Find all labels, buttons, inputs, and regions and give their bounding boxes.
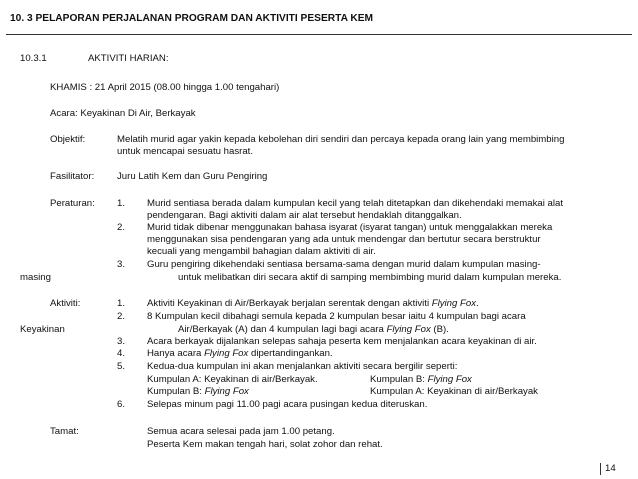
rule-text: untuk melibatkan diri secara aktif di samping membimbing murid dalam kumpulan mereka. xyxy=(178,272,562,283)
end-text-1: Semua acara selesai pada jam 1.00 petang. xyxy=(147,426,335,437)
rules-label: Peraturan: xyxy=(50,198,95,209)
activity-text: Kedua-dua kumpulan ini akan menjalankan aktiviti secara bergilir seperti: xyxy=(147,361,458,372)
rule-text: Guru pengiring dikehendaki sentiasa bersama-sama dengan murid dalam kumpulan masing- xyxy=(147,259,541,270)
rule-number: 1. xyxy=(117,198,126,209)
activity-text: Acara berkayak dijalankan selepas sahaja peserta kem menjalankan acara keyakinan di air. xyxy=(147,336,537,347)
objective-text-2: untuk mencapai sesuatu hasrat. xyxy=(117,146,253,157)
page-number: 14 xyxy=(605,463,616,474)
rule-text: menggunakan sisa pendengaran yang ada untuk mendengar dan bertutur secara berstruktur xyxy=(147,234,541,245)
subsection-number: 10.3.1 xyxy=(20,53,47,64)
facilitator-text: Juru Latih Kem dan Guru Pengiring xyxy=(117,171,268,182)
end-label: Tamat: xyxy=(50,426,79,437)
rule-number: 2. xyxy=(117,222,126,233)
end-text-2: Peserta Kem makan tengah hari, solat zohor dan rehat. xyxy=(147,439,383,450)
objective-text-1: Melatih murid agar yakin kepada kebolehan diri sendiri dan percaya kepada orang lain yang membimbing xyxy=(117,134,565,145)
rotation-cell: Kumpulan A: Keyakinan di air/Berkayak xyxy=(370,386,538,397)
activity-number: 5. xyxy=(117,361,126,372)
activity-text-wrap: Keyakinan xyxy=(20,324,65,335)
activities-label: Aktiviti: xyxy=(50,298,81,309)
activity-text: Hanya acara Flying Fox dipertandingankan. xyxy=(147,348,333,359)
subsection-title: AKTIVITI HARIAN: xyxy=(88,53,169,64)
activity-number: 3. xyxy=(117,336,126,347)
activity-number: 2. xyxy=(117,311,126,322)
rule-text: kecuali yang mengambil bahagian dalam aktiviti di air. xyxy=(147,246,376,257)
rotation-cell: Kumpulan B: Flying Fox xyxy=(147,386,249,397)
rotation-cell: Kumpulan B: Flying Fox xyxy=(370,374,472,385)
activity-text: Aktiviti Keyakinan di Air/Berkayak berjalan serentak dengan aktiviti Flying Fox. xyxy=(147,298,479,309)
rule-text-wrap: masing xyxy=(20,272,51,283)
rule-text: Murid sentiasa berada dalam kumpulan kecil yang telah ditetapkan dan dikehendaki memakai alat xyxy=(147,198,563,209)
heading-divider xyxy=(6,34,632,35)
page-number-bar xyxy=(600,463,601,475)
activity-number: 1. xyxy=(117,298,126,309)
activity-text: Air/Berkayak (A) dan 4 kumpulan lagi bagi acara Flying Fox (B). xyxy=(178,324,449,335)
rule-text: pendengaran. Bagi aktiviti dalam air alat tersebut hendaklah ditanggalkan. xyxy=(147,210,462,221)
rotation-cell: Kumpulan A: Keyakinan di air/Berkayak. xyxy=(147,374,318,385)
rule-number: 3. xyxy=(117,259,126,270)
section-heading: 10. 3 PELAPORAN PERJALANAN PROGRAM DAN AKTIVITI PESERTA KEM xyxy=(10,13,374,24)
facilitator-label: Fasilitator: xyxy=(50,171,95,182)
objective-label: Objektif: xyxy=(50,134,86,145)
activity-number: 4. xyxy=(117,348,126,359)
activity-text: Selepas minum pagi 11.00 pagi acara pusingan kedua diteruskan. xyxy=(147,399,428,410)
rule-text: Murid tidak dibenar menggunakan bahasa isyarat (isyarat tangan) untuk menggalakkan mereka xyxy=(147,222,553,233)
event-line: Acara: Keyakinan Di Air, Berkayak xyxy=(50,108,196,119)
date-line: KHAMIS : 21 April 2015 (08.00 hingga 1.00 tengahari) xyxy=(50,82,280,93)
activity-text: 8 Kumpulan kecil dibahagi semula kepada 2 kumpulan besar iaitu 4 kumpulan bagi acara xyxy=(147,311,526,322)
activity-number: 6. xyxy=(117,399,126,410)
